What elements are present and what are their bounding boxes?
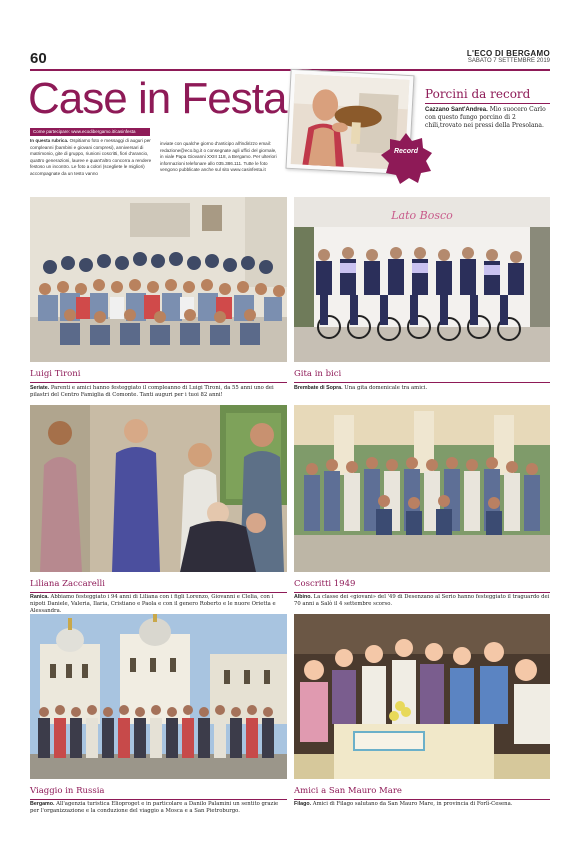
caption-place: Seriate. [30, 385, 50, 391]
caption-viaggio-in-russia [30, 801, 287, 815]
photo-viaggio-in-russia [30, 614, 287, 779]
caption-title-amici-a-san-mauro-mare: Amici a San Mauro Mare [294, 786, 402, 796]
caption-place: Bergamo. [30, 801, 55, 807]
caption-title-viaggio-in-russia: Viaggio in Russia [30, 786, 105, 796]
caption-luigi-tironi [30, 385, 287, 399]
caption-title-coscritti-1949: Coscritti 1949 [294, 579, 356, 589]
caption-rule [294, 382, 550, 383]
caption-text: Parenti e amici hanno festeggiato il compleanno di Luigi Tironi, da 55 anni uno dei pilastri del Centro Famiglia di Comonte. Tanti auguri per i tuoi 82 anni! [30, 385, 274, 398]
caption-text: Amici di Filago salutano da San Mauro Mare, in provincia di Forlì-Cesena. [312, 801, 513, 807]
lato-bosco-sign: Lato Bosco [391, 209, 453, 222]
caption-place: Brembate di Sopra. [294, 385, 343, 391]
caption-text: La classe dei «giovani» del '49 di Desenzano al Serio hanno festeggiato il traguardo dei 70 anni a Salò il 4 settembre scorso. [294, 594, 550, 607]
caption-place: Filago. [294, 801, 312, 807]
photo-liliana-zaccarelli [30, 405, 287, 572]
caption-rule [30, 592, 287, 593]
record-caption [425, 106, 553, 130]
caption-gita-in-bici [294, 385, 550, 392]
participate-lead: In questa rubrica. [30, 138, 69, 143]
caption-title-luigi-tironi: Luigi Tironi [30, 369, 81, 379]
caption-rule [294, 592, 550, 593]
record-place: Cazzano Sant'Andrea. [425, 107, 488, 113]
record-text: Mio suocero Carlo con questo fungo porcino di 2 chili,trovato nei pressi della Presolana. [425, 106, 546, 129]
participate-text1: Ospitiamo foto e messaggi di auguri per compleanni (bambini e giovani compresi), anniversari di matrimonio, gite di gruppo, riunioni coscritti, fiori d'arancio, quattro generazioni, lauree e quant'altro concorra a rendere festoso un incontro. Le foto a colori (scegliete le migliori) accompagnate da un testo vanno [30, 138, 152, 176]
masthead [467, 49, 550, 64]
photo-luigi-tironi [30, 197, 287, 362]
caption-title-liliana-zaccarelli: Liliana Zaccarelli [30, 579, 105, 589]
caption-coscritti-1949 [294, 594, 550, 608]
record-title: Porcini da record [425, 87, 531, 101]
caption-text: Una gita domenicale tra amici. [344, 385, 428, 391]
caption-rule [30, 799, 287, 800]
caption-liliana-zaccarelli [30, 594, 287, 615]
publication-name: L'ECO DI BERGAMO [466, 49, 550, 58]
caption-place: Albino. [294, 594, 312, 600]
page-number: 60 [30, 50, 47, 67]
record-rule [425, 103, 550, 104]
record-badge [378, 131, 434, 187]
photo-coscritti-1949 [294, 405, 550, 572]
participate-text-col1 [30, 138, 155, 178]
caption-rule [30, 382, 287, 383]
caption-place: Ranica. [30, 594, 49, 600]
caption-title-gita-in-bici: Gita in bici [294, 369, 342, 379]
photo-amici-a-san-mauro-mare [294, 614, 550, 779]
publication-date: SABATO 7 SETTEMBRE 2019 [467, 58, 550, 64]
caption-text: Abbiamo festeggiato i 94 anni di Liliana con i figli Lorenzo, Giovanni e Clelia, con i nipoti Daniele, Valeria, Ilaria, Cristiano e Paola e con il genero Roberto e le nuore Orietta e Alessandra. [30, 594, 276, 614]
caption-text: All'agenzia turistica Elioproget e in particolare a Danilo Palamini un sentito grazie per l'organizzazione e la conduzione del viaggio a Mosca e a San Pietroburgo. [30, 801, 279, 814]
record-badge-label: Record [393, 148, 419, 155]
caption-rule [294, 799, 550, 800]
participate-bar: Come partecipare: www.ecodibergamo.it/casinfesta [30, 128, 150, 136]
section-title: Case in Festa [28, 74, 287, 123]
caption-amici-a-san-mauro-mare [294, 801, 550, 808]
photo-gita-in-bici [294, 197, 550, 362]
participate-text-col2: inviate con qualche giorno d'anticipo all'indirizzo email: redazione@eco.bg.it o consegnate agli uffici del giornale, in viale Papa Giovanni XXIII 118, a Bergamo. Per ulteriori informazioni telefonare allo 035.386.111. Tutte le foto vengono pubblicate anche sul sito www.casinfesta.it [160, 141, 277, 173]
